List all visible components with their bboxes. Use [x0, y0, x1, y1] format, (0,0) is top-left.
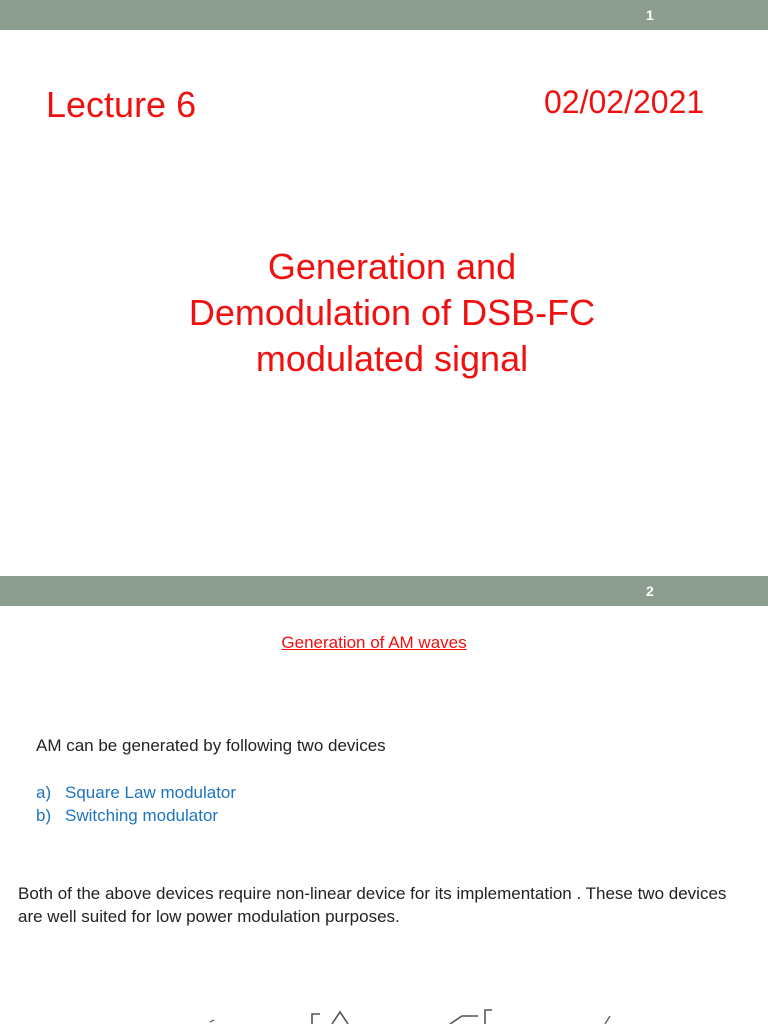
list-marker: b) — [36, 806, 52, 825]
list-item-label: Square Law modulator — [65, 783, 237, 802]
lecture-label: Lecture 6 — [46, 84, 197, 125]
slide2-page-number: 2 — [646, 583, 654, 599]
list-item — [36, 804, 236, 827]
slide2-header-bar — [0, 576, 768, 606]
list-item — [36, 781, 236, 804]
intro-text: AM can be generated by following two devices — [36, 736, 386, 755]
slide1-title — [0, 244, 768, 382]
slide1-title-line: Generation and — [267, 246, 517, 287]
list-item-label: Switching modulator — [65, 806, 219, 825]
device-list — [36, 781, 236, 827]
lecture-date: 02/02/2021 — [544, 84, 705, 120]
description-paragraph: Both of the above devices require non-linear device for its implementation . These two devices are well suited for low power modulation purposes. — [18, 884, 727, 926]
slide1-page-number: 1 — [646, 7, 654, 23]
slide1-title-line: modulated signal — [255, 338, 529, 379]
slide1-header-bar — [0, 0, 768, 30]
slide1-title-line: Demodulation of DSB-FC — [188, 292, 596, 333]
list-marker: a) — [36, 783, 52, 802]
handwritten-notes-image — [200, 1006, 620, 1024]
slide2-heading: Generation of AM waves — [281, 633, 467, 652]
